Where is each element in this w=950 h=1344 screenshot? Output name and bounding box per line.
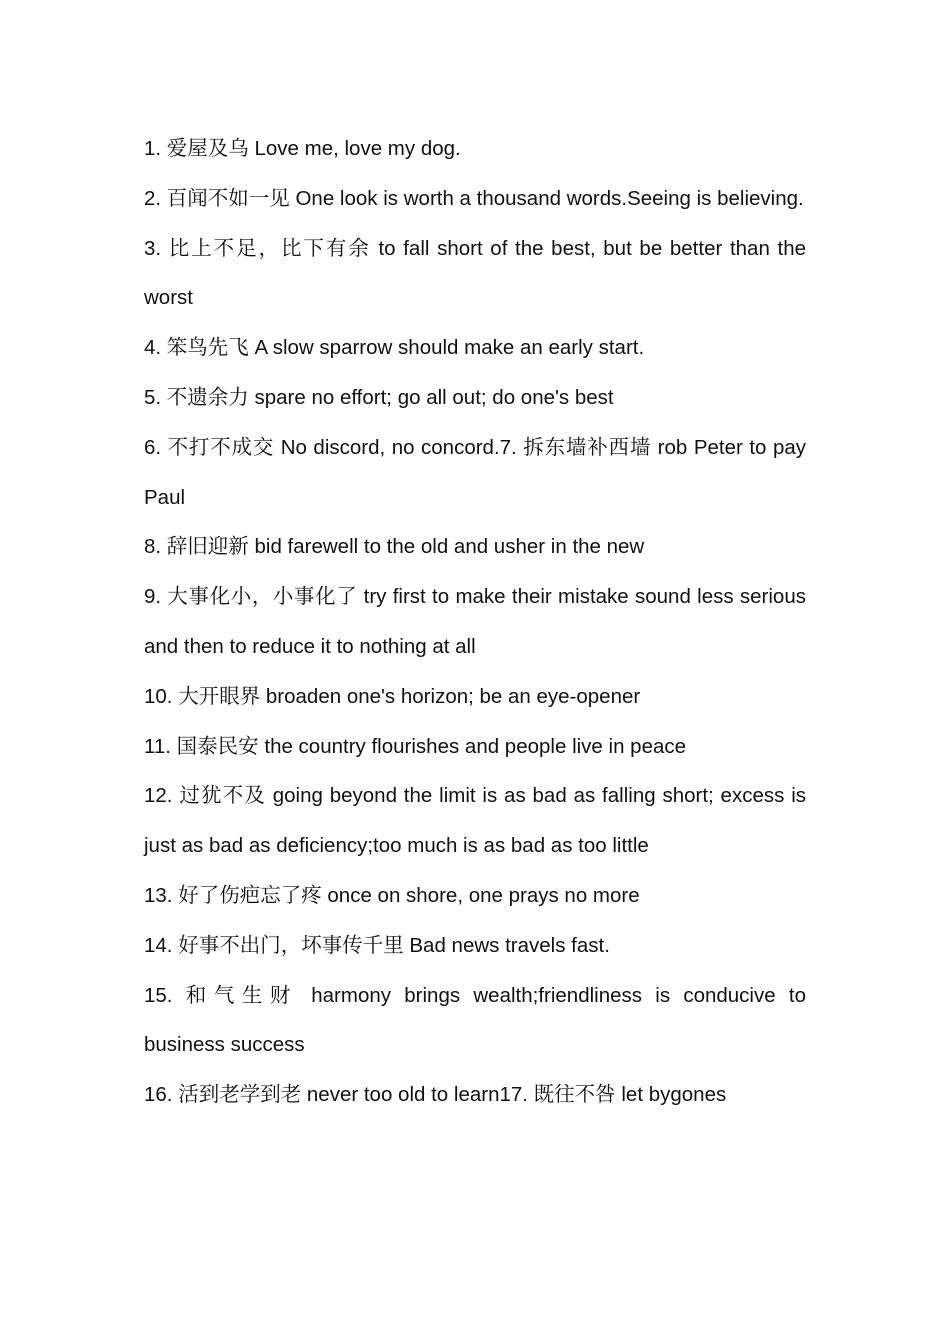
list-item: 2. 百闻不如一见 One look is worth a thousand words.Seeing is believing. <box>144 186 804 210</box>
list-item: 6. 不打不成交 No discord, no concord.7. 拆东墙补西墙 rob Peter to pay Paul <box>144 435 806 509</box>
list-item: 4. 笨鸟先飞 A slow sparrow should make an early start. <box>144 336 645 360</box>
list-item: 5. 不遗余力 spare no effort; go all out; do one's best <box>144 385 614 409</box>
list-item: 3. 比上不足，比下有余 to fall short of the best, but be better than the worst <box>144 236 806 310</box>
list-item: 11. 国泰民安 the country flourishes and people live in peace <box>144 734 687 758</box>
list-item: 15. 和气生财 harmony brings wealth;friendliness is conducive to business success <box>144 983 806 1057</box>
list-item: 9. 大事化小，小事化了 try first to make their mistake sound less serious and then to reduce it to nothing at all <box>144 585 806 658</box>
list-item: 10. 大开眼界 broaden one's horizon; be an eye-opener <box>144 684 641 708</box>
list-item: 14. 好事不出门，坏事传千里 Bad news travels fast. <box>144 933 610 957</box>
list-item: 13. 好了伤疤忘了疼 once on shore, one prays no more <box>144 883 640 907</box>
document-page <box>144 124 806 1120</box>
list-item: 16. 活到老学到老 never too old to learn17. 既往不咎 let bygones <box>144 1083 727 1107</box>
list-item: 8. 辞旧迎新 bid farewell to the old and usher in the new <box>144 535 645 559</box>
list-item: 1. 爱屋及乌 Love me, love my dog. <box>144 137 461 160</box>
list-item: 12. 过犹不及 going beyond the limit is as bad as falling short; excess is just as bad as deficiency;too much is as bad as too little <box>144 784 806 858</box>
